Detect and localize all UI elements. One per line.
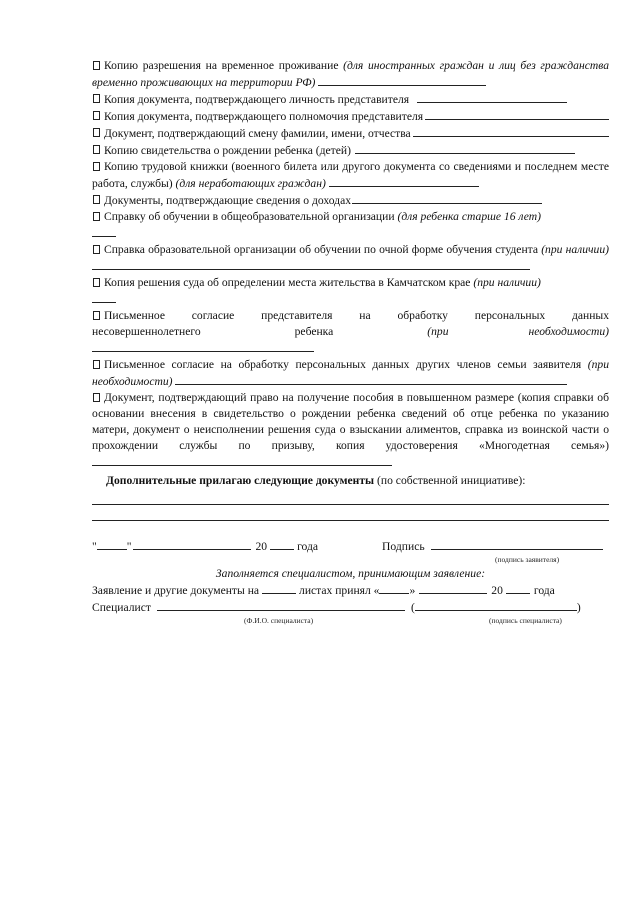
checkbox[interactable] xyxy=(93,94,100,103)
checkbox[interactable] xyxy=(93,128,100,137)
specialist-fio-field[interactable] xyxy=(157,599,405,611)
checkbox[interactable] xyxy=(93,245,100,254)
doc-item-court-decision: Копия решения суда об определении места жительства в Камчатском крае (при наличии) xyxy=(92,275,609,308)
doc-item-rep-consent: Письменное согласие представителя на обработку персональных данных несовершеннолетнего ребенка (при необходимости) xyxy=(92,308,609,357)
checkbox[interactable] xyxy=(93,145,100,154)
specialist-statement-row: Заявление и другие документы на листах принял « » 20 года xyxy=(92,584,555,597)
fill-line[interactable] xyxy=(318,74,486,86)
checkbox[interactable] xyxy=(93,162,100,171)
fill-line[interactable] xyxy=(175,373,567,385)
fill-line[interactable] xyxy=(425,108,609,120)
checkbox[interactable] xyxy=(93,393,100,402)
fill-line[interactable] xyxy=(92,258,530,270)
checkbox[interactable] xyxy=(93,311,100,320)
month-field[interactable] xyxy=(133,538,251,550)
accept-day-field[interactable] xyxy=(379,582,409,594)
checkbox[interactable] xyxy=(93,111,100,120)
doc-item-family-consent: Письменное согласие на обработку персональных данных других членов семьи заявителя (при необходимости) xyxy=(92,358,609,388)
checkbox[interactable] xyxy=(93,278,100,287)
checkbox[interactable] xyxy=(93,61,100,70)
additional-docs-heading: Дополнительные прилагаю следующие документы (по собственной инициативе): xyxy=(106,474,526,487)
specialist-fill-note: Заполняется специалистом, принимающим заявление: xyxy=(215,567,486,580)
checkbox[interactable] xyxy=(93,212,100,221)
additional-docs-line-1[interactable] xyxy=(92,489,609,505)
fill-line[interactable] xyxy=(413,125,609,137)
fill-line[interactable] xyxy=(329,175,479,187)
doc-item-school-certificate: Справку об обучении в общеобразовательной организации (для ребенка старше 16 лет) xyxy=(92,209,609,242)
applicant-signature-field[interactable] xyxy=(431,538,603,550)
applicant-signature-caption: (подпись заявителя) xyxy=(495,555,560,564)
fill-line[interactable] xyxy=(352,192,542,204)
specialist-captions: (Ф.И.О. специалиста) (подпись специалиста) xyxy=(244,616,562,625)
doc-item-income: Документы, подтверждающие сведения о доходах xyxy=(92,192,609,209)
fill-line[interactable] xyxy=(92,225,116,237)
specialist-signature-field[interactable] xyxy=(415,599,577,611)
day-field[interactable] xyxy=(97,538,127,550)
doc-item-student-certificate: Справка образовательной организации об обучении по очной форме обучения студента (при наличии) xyxy=(92,242,609,275)
doc-item-rep-identity: Копия документа, подтверждающего личность представителя xyxy=(92,91,609,108)
fill-line[interactable] xyxy=(355,142,575,154)
doc-item-birth-certificate: Копию свидетельства о рождении ребенка (детей) xyxy=(92,142,609,159)
additional-docs-line-2[interactable] xyxy=(92,505,609,521)
doc-item-increased-benefit: Документ, подтверждающий право на получение пособия в повышенном размере (копия справки об основании внесения в свидетельство о рождении ребенка сведений об отце ребенка по указанию матери, документ о неисполнении решения суда о взыскании алиментов, справка из воинской части о прохождении службы по призыву, копия удостоверения «Многодетная семья») xyxy=(92,390,609,471)
accept-year-field[interactable] xyxy=(506,582,530,594)
checkbox[interactable] xyxy=(93,195,100,204)
fill-line[interactable] xyxy=(92,454,392,466)
doc-item-rep-authority: Копия документа, подтверждающего полномочия представителя xyxy=(92,108,609,125)
accept-month-field[interactable] xyxy=(419,582,487,594)
doc-item-employment-record: Копию трудовой книжки (военного билета или другого документа со сведениями и последнем месте работа, службы) (для неработающих граждан) xyxy=(92,160,609,190)
applicant-signature-row: " " 20 года Подпись xyxy=(92,538,609,555)
specialist-signature-row: Специалист ( ) xyxy=(92,601,581,614)
year-field[interactable] xyxy=(270,538,294,550)
fill-line[interactable] xyxy=(92,340,314,352)
fill-line[interactable] xyxy=(92,291,116,303)
checkbox[interactable] xyxy=(93,360,100,369)
sheets-count-field[interactable] xyxy=(262,582,296,594)
fill-line[interactable] xyxy=(417,91,567,103)
doc-item-name-change: Документ, подтверждающий смену фамилии, имени, отчества xyxy=(92,125,609,142)
doc-item-residence-permit: Копию разрешения на временное проживание (для иностранных граждан и лиц без гражданства временно проживающих на территории РФ) xyxy=(92,59,609,89)
